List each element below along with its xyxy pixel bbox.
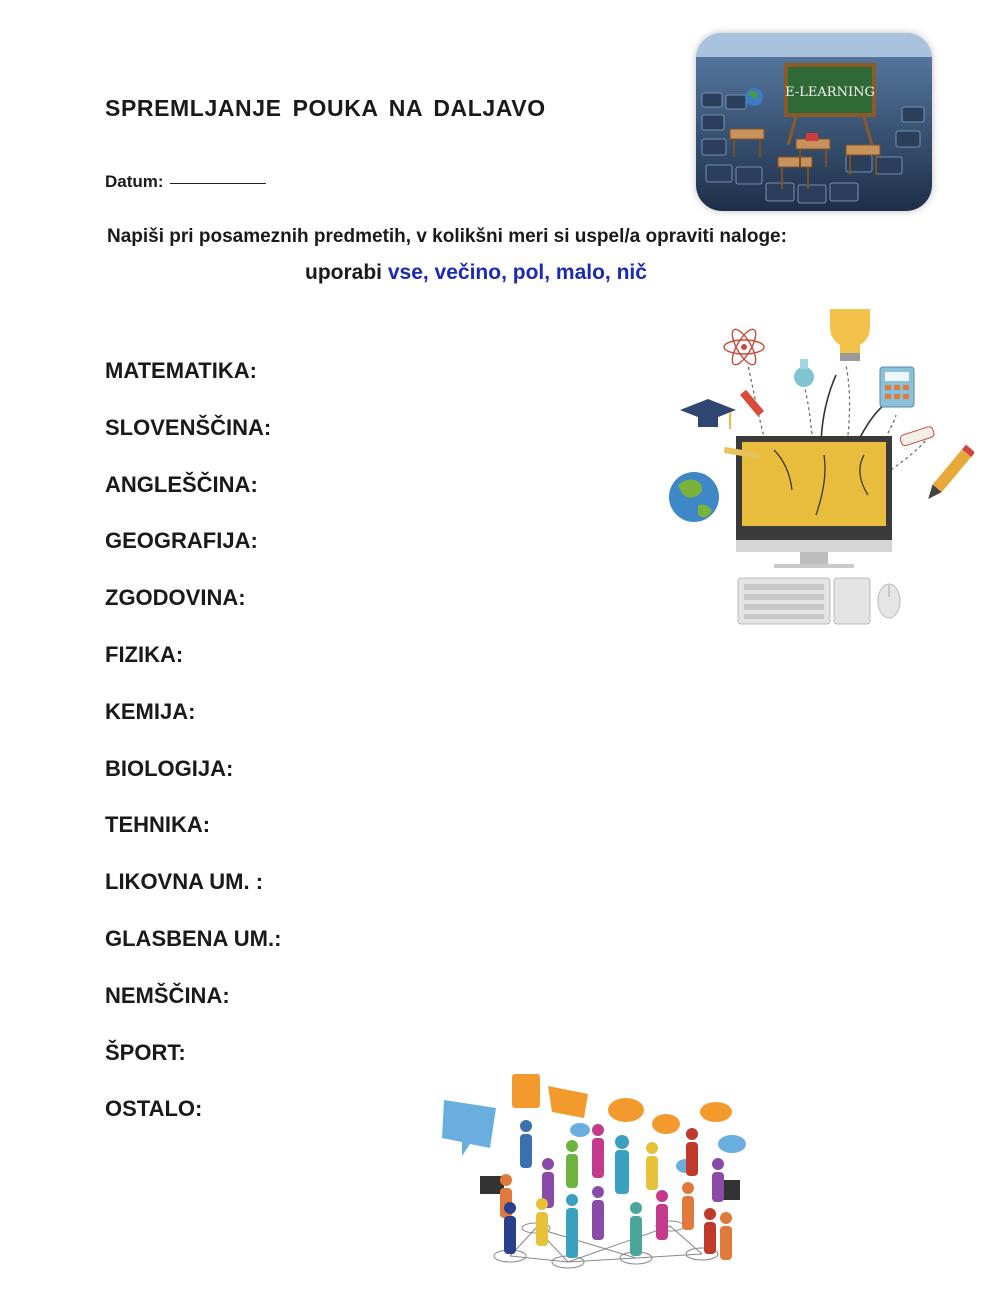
page-title: SPREMLJANJE POUKA NA DALJAVO xyxy=(105,95,546,121)
computer-education-icons-image xyxy=(664,305,974,630)
subject-item-sport: ŠPORT: xyxy=(105,1039,186,1065)
subject-item-likovna: LIKOVNA UM. : xyxy=(105,869,264,895)
social-network-people-image xyxy=(440,1068,752,1278)
date-blank-line[interactable] xyxy=(170,183,266,184)
subject-item-geografija: GEOGRAFIJA: xyxy=(105,528,258,554)
subject-item-kemija: KEMIJA: xyxy=(105,698,196,724)
date-field xyxy=(105,172,266,192)
usage-options: vse, večino, pol, malo, nič xyxy=(387,261,647,284)
subject-item-anglescina: ANGLEŠČINA: xyxy=(105,471,258,497)
subject-list xyxy=(105,357,281,1152)
subject-item-slovenscina: SLOVENŠČINA: xyxy=(105,414,272,440)
usage-hint xyxy=(305,261,647,285)
subject-item-biologija: BIOLOGIJA: xyxy=(105,755,234,781)
e-learning-illustration xyxy=(696,33,932,211)
subject-item-fizika: FIZIKA: xyxy=(105,641,184,667)
subject-item-nemscina: NEMŠČINA: xyxy=(105,982,230,1008)
subject-item-ostalo: OSTALO: xyxy=(105,1096,203,1122)
subject-item-tehnika: TEHNIKA: xyxy=(105,812,211,838)
instruction-text: Napiši pri posameznih predmetih, v kolikšni meri si uspel/a opraviti naloge: xyxy=(107,226,787,247)
subject-item-zgodovina: ZGODOVINA: xyxy=(105,585,246,611)
subject-item-glasbena: GLASBENA UM.: xyxy=(105,925,282,951)
people-network-illustration xyxy=(440,1068,752,1278)
computer-illustration xyxy=(664,305,974,630)
usage-prefix: uporabi xyxy=(305,261,388,284)
date-label: Datum: xyxy=(105,172,164,191)
subject-item-matematika: MATEMATIKA: xyxy=(105,358,257,383)
board-text: E-LEARNING xyxy=(785,85,875,100)
e-learning-classroom-image xyxy=(696,33,932,211)
